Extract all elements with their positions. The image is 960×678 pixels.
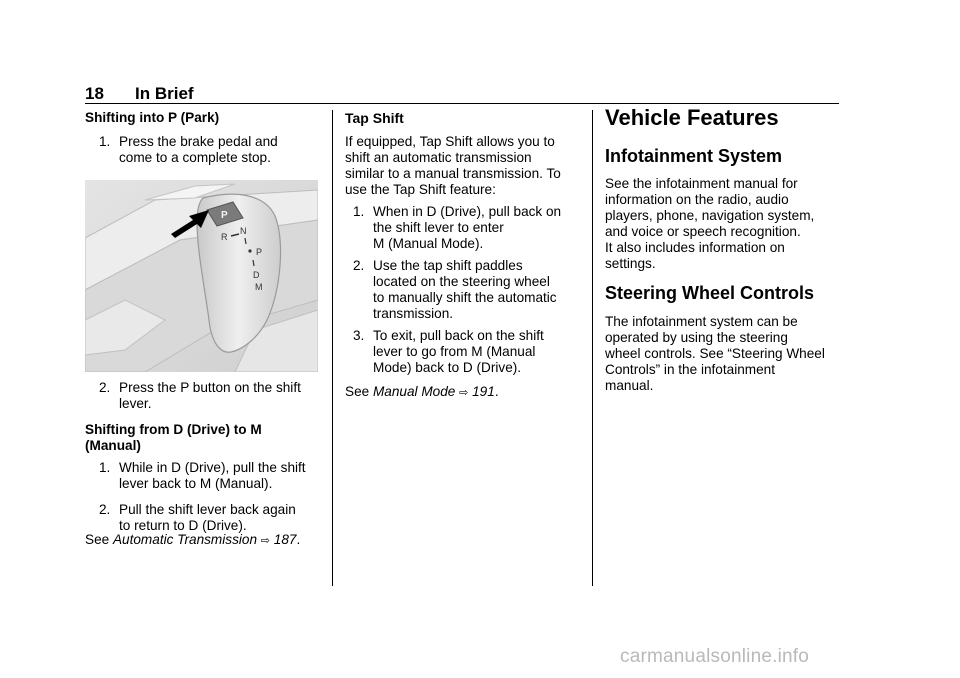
step-text-line: While in D (Drive), pull the shift xyxy=(119,460,306,475)
step-number: 1. xyxy=(99,460,111,475)
heading-tap-shift: Tap Shift xyxy=(345,110,404,126)
step-number: 2. xyxy=(99,502,111,517)
paragraph-line: information on the radio, audio xyxy=(605,192,789,207)
step-text xyxy=(373,258,557,322)
paragraph-line: operated by using the steering xyxy=(605,330,788,345)
step-text-line: transmission. xyxy=(373,306,454,321)
intro-line: shift an automatic transmission xyxy=(345,150,532,165)
section-title: In Brief xyxy=(135,84,194,103)
step-text-line: lever to go from M (Manual xyxy=(373,344,536,359)
step-text xyxy=(373,204,561,252)
step-text-line: When in D (Drive), pull back on xyxy=(373,204,562,219)
shift-label-m: M xyxy=(255,282,263,292)
shift-label-p: P xyxy=(256,247,263,257)
step-text-line: lever back to M (Manual). xyxy=(119,476,273,491)
gear-shifter-illustration xyxy=(85,180,318,372)
heading-manual-line-2: (Manual) xyxy=(85,438,141,453)
column-divider-1 xyxy=(332,110,333,586)
tap-shift-intro xyxy=(345,134,561,198)
watermark: carmanualsonline.info xyxy=(620,646,810,667)
cross-reference-link[interactable]: Manual Mode xyxy=(372,384,456,399)
paragraph-line: and voice or speech recognition. xyxy=(605,224,801,239)
cross-reference-link[interactable]: Automatic Transmission xyxy=(112,532,258,547)
step-text-line: lever. xyxy=(119,396,152,411)
see-prefix: See xyxy=(85,532,113,547)
column-3 xyxy=(605,105,845,410)
shift-label-n: N xyxy=(240,226,247,236)
step-text-line: to manually shift the automatic xyxy=(373,290,557,305)
see-suffix: . xyxy=(296,532,301,547)
paragraph-line: wheel controls. See “Steering Wheel xyxy=(605,346,825,361)
step-number: 2. xyxy=(353,258,365,273)
paragraph-line: manual. xyxy=(605,378,654,393)
step-number: 3. xyxy=(353,328,365,343)
paragraph-line: It also includes information on xyxy=(605,240,785,255)
page-ref-icon: ⇨ xyxy=(260,535,271,547)
steering-paragraph xyxy=(605,314,825,394)
heading-manual-line-1: Shifting from D (Drive) to M xyxy=(85,422,262,437)
paragraph-line: See the infotainment manual for xyxy=(605,176,798,191)
page-ref-number[interactable]: 187 xyxy=(270,532,297,547)
step-text-line: located on the steering wheel xyxy=(373,274,550,289)
step-text-line: Mode) back to D (Drive). xyxy=(373,360,522,375)
gear-shifter-icon xyxy=(85,180,318,372)
step-text-line: Press the brake pedal and xyxy=(119,134,278,149)
infotainment-heading: Infotainment System xyxy=(605,146,783,166)
shift-label-d: D xyxy=(253,270,260,280)
step-text-line: M (Manual Mode). xyxy=(373,236,484,251)
vehicle-features-title: Vehicle Features xyxy=(605,105,779,130)
intro-line: use the Tap Shift feature: xyxy=(345,182,496,197)
steering-heading: Steering Wheel Controls xyxy=(605,283,815,303)
page-ref-icon: ⇨ xyxy=(459,387,469,399)
paragraph-line: Controls” in the infotainment xyxy=(605,362,776,377)
header-rule xyxy=(85,103,839,104)
step-text-line: the shift lever to enter xyxy=(373,220,504,235)
step-number: 1. xyxy=(353,204,365,219)
step-number: 2. xyxy=(99,380,111,395)
step-text-line: to return to D (Drive). xyxy=(119,518,247,533)
step-text-line: To exit, pull back on the shift xyxy=(373,328,544,343)
infotainment-paragraph xyxy=(605,176,814,272)
page-ref-number[interactable]: 191 xyxy=(468,384,495,399)
step-text-line: Press the P button on the shift xyxy=(119,380,301,395)
step-text xyxy=(373,328,544,376)
see-prefix: See xyxy=(345,384,373,399)
intro-line: similar to a manual transmission. To xyxy=(345,166,561,181)
step-text-line: Use the tap shift paddles xyxy=(373,258,523,273)
column-2 xyxy=(345,110,585,410)
shift-label-r: R xyxy=(221,232,228,242)
step-number: 1. xyxy=(99,134,111,149)
paragraph-line: The infotainment system can be xyxy=(605,314,798,329)
page-number: 18 xyxy=(85,84,104,103)
step-text-line: Pull the shift lever back again xyxy=(119,502,296,517)
step-text-line: come to a complete stop. xyxy=(119,150,271,165)
column-divider-2 xyxy=(592,110,593,586)
paragraph-line: players, phone, navigation system, xyxy=(605,208,815,223)
p-button-label: P xyxy=(221,210,228,221)
see-reference xyxy=(85,532,300,549)
intro-line: If equipped, Tap Shift allows you to xyxy=(345,134,555,149)
paragraph-line: settings. xyxy=(605,256,656,271)
see-suffix: . xyxy=(494,384,499,399)
heading-park: Shifting into P (Park) xyxy=(85,110,220,125)
see-reference xyxy=(345,384,499,401)
